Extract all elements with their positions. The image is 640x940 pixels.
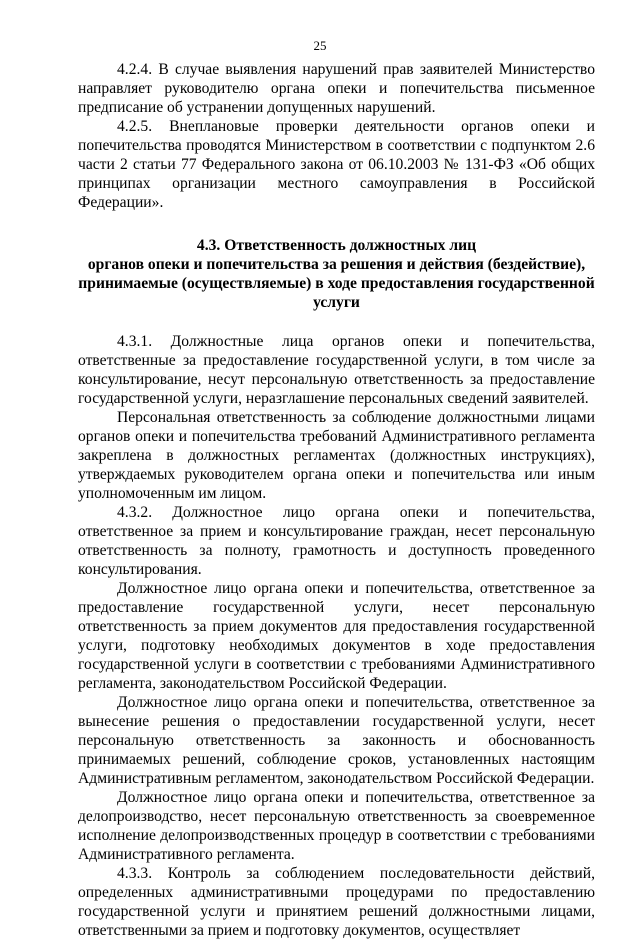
- paragraph-4-3-2: 4.3.2. Должностное лицо органа опеки и попечительства, ответственное за прием и консультирование граждан, несет персональную ответственность за полноту, грамотность и доступность проведенного консультирования.: [78, 504, 595, 578]
- paragraph-4-2-5: 4.2.5. Внеплановые проверки деятельности органов опеки и попечительства проводятся Министерством в соответствии с подпунктом 2.6 части 2 статьи 77 Федерального закона от 06.10.2003 № 131-ФЗ «Об общих принципах организации местного самоуправления в Российской Федерации».: [78, 118, 595, 211]
- section-heading: [78, 236, 595, 312]
- paragraph-official-service: Должностное лицо органа опеки и попечительства, ответственное за предоставление государственной услуги, несет персональную ответственность за прием документов для предоставления государственной услуги, подготовку необходимых документов в ходе предоставления государственной услуги в соответствии с требованиями Административного регламента, законодательством Российской Федерации.: [78, 580, 595, 692]
- heading-line: органов опеки и попечительства за решения и действия (бездействие),: [87, 256, 586, 273]
- paragraph-official-decision: Должностное лицо органа опеки и попечительства, ответственное за вынесение решения о предоставлении государственной услуги, несет персональную ответственность за законность и обоснованность принимаемых решений, соблюдение сроков, установленных настоящим Административным регламентом, законодательством Российской Федерации.: [78, 694, 595, 787]
- heading-line: 4.3. Ответственность должностных лиц: [196, 237, 477, 254]
- paragraph-personal-responsibility: Персональная ответственность за соблюдение должностными лицами органов опеки и попечительства требований Административного регламента закреплена в должностных регламентах (должностных инструкциях), утверждаемых руководителем органа опеки и попечительства или иным уполномоченным им лицом.: [78, 409, 595, 502]
- heading-line: услуги: [313, 294, 360, 311]
- page-number: 25: [313, 38, 327, 53]
- paragraph-4-2-4: 4.2.4. В случае выявления нарушений прав заявителей Министерство направляет руководителю органа опеки и попечительства письменное предписание об устранении допущенных нарушений.: [78, 61, 595, 116]
- paragraph-4-3-1: 4.3.1. Должностные лица органов опеки и попечительства, ответственные за предоставление государственной услуги, в том числе за консультирование, несут персональную ответственность за предоставление государственной услуги, неразглашение персональных сведений заявителей.: [78, 333, 595, 407]
- paragraph-official-records: Должностное лицо органа опеки и попечительства, ответственное за делопроизводство, несет персональную ответственность за своевременное исполнение делопроизводственных процедур в соответствии с требованиями Административного регламента.: [78, 789, 595, 863]
- document-body: [78, 60, 595, 940]
- paragraph-4-3-3: 4.3.3. Контроль за соблюдением последовательности действий, определенных административными процедурами по предоставлению государственной услуги и принятием решений должностными лицами, ответственными за прием и подготовку документов, осуществляет: [78, 865, 595, 939]
- heading-line: принимаемые (осуществляемые) в ходе предоставления государственной: [78, 275, 595, 292]
